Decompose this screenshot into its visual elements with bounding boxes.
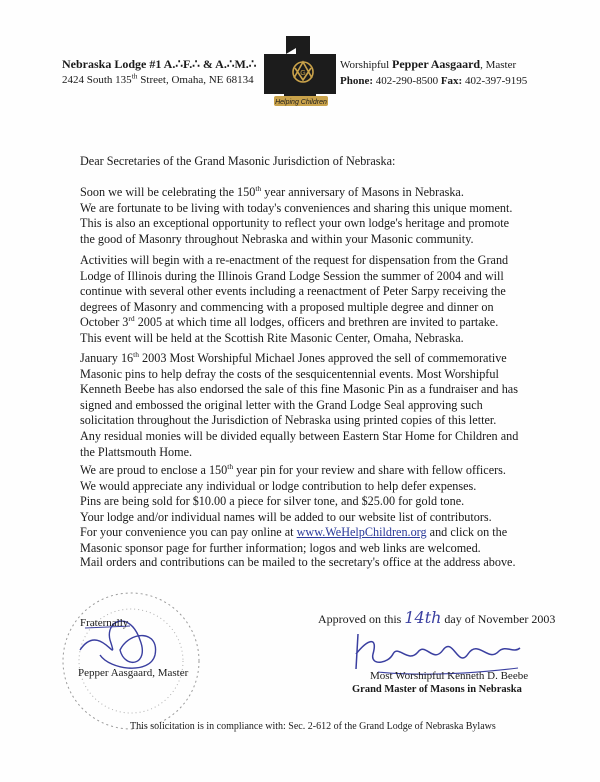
p4-line [80,463,528,479]
lodge-address [62,72,256,88]
p1-sup: th [255,183,262,193]
right-signer-name: Most Worshipful Kenneth D. Beebe [370,670,529,682]
p3-g: the Plattsmouth Home. [80,444,193,459]
fax-label: Fax: [440,75,463,87]
p2-a: Activities will begin with a re-enactment of the request for dispensation from the Grand [80,253,509,267]
p3-a1: January 16 [80,351,134,365]
p4-a1: We are proud to enclose a 150 [80,463,228,477]
master-line [340,56,527,73]
p4-b: We would appreciate any individual or lodge contribution to help defer expenses. [80,478,477,493]
phone-number: 402-290-8500 [373,75,441,87]
address-number: 2424 South 135 [62,74,132,86]
p1-b: year anniversary of Masons in Nebraska. [261,185,464,199]
p3-e: solicitation throughout the Jurisdiction of Nebraska using printed copies of this letter. [80,413,497,428]
p4-a2: year pin for your review and share with fellow officers. [233,463,506,477]
p1-c: We are fortunate to be living with today's conveniences and sharing this unique moment. [80,200,513,215]
p2-d: degrees of Masonry and commencing with a proposed multiple degree and dinner on [80,299,494,314]
phone-label: Phone: [340,75,373,87]
salutation [80,154,528,170]
contact-line [340,73,527,89]
p3-a2: 2003 Most Worshipful Michael Jones approved the sell of commemorative [138,351,507,365]
p2-b: Lodge of Illinois during the Illinois Grand Lodge Session the summer of 2004 and will [80,268,504,283]
p4-f: Masonic sponsor page for further information; logos and web links are welcomed. [80,540,481,555]
master-suffix: , Master [480,59,517,71]
helping-children-logo [258,34,342,110]
p4-d: Your lodge and/or individual names will be added to our website list of contributors. [80,509,492,524]
master-name: Pepper Aasgaard [391,57,481,71]
p2-e1: October 3 [80,315,129,330]
fax-number: 402-397-9195 [462,75,528,87]
p2-sup: rd [128,314,135,324]
p2-f: This event will be held at the Scottish Rite Masonic Center, Omaha, Nebraska. [80,330,464,345]
paragraph-2 [80,253,528,347]
paragraph-1 [80,185,528,247]
right-signer-title: Grand Master of Masons in Nebraska [352,684,522,695]
paragraph-3 [80,351,528,460]
p2-c: continue with several other events including a reenactment of Peter Sarpy receiving the [80,284,506,299]
p1-d: This is also an exceptional opportunity to reflect your own lodge's heritage and promote [80,216,509,231]
salutation-text: Dear Secretaries of the Grand Masonic Jurisdiction of Nebraska: [80,154,396,168]
p1-e: the good of Masonry throughout Nebraska and within your Masonic community. [80,231,474,246]
logo-emblem-text: G [300,70,306,77]
p3-d: signed and embossed the original letter with the Grand Lodge Seal approving such [80,397,483,412]
p2-line [80,315,528,331]
paragraph-5 [80,555,528,571]
p4-link-line [80,525,528,541]
p3-f: Any residual monies will be divided equally between Eastern Star Home for Children and [80,428,519,443]
address-rest: Street, Omaha, NE 68134 [137,74,254,86]
address-sup: th [131,71,138,81]
p3-sup: th [133,349,139,359]
approved-day: 14th [404,608,442,627]
p4-sup: th [227,461,234,471]
lodge-header [62,56,256,88]
closing-fraternally: Fraternally [80,617,129,629]
left-signer-name: Pepper Aasgaard, Master [78,667,189,679]
p1-line [80,185,528,201]
master-prefix: Worshipful [340,59,392,71]
paragraph-4 [80,463,528,557]
master-header [340,56,527,89]
compliance-footer: This solicitation is in compliance with: Sec. 2-612 of the Grand Lodge of Nebraska Bylaws [130,721,496,732]
p2-e2: 2005 at which time all lodges, officers and brethren are invited to partake. [134,315,499,330]
p4-e1: For your convenience you can pay online at [80,525,297,540]
approved-suffix: day of November 2003 [441,612,556,626]
p3-c: Kenneth Beebe has also endorsed the sale of this fine Masonic Pin as a fundraiser and has [80,382,518,397]
p3-b: Masonic pins to help defray the costs of the sesquicentennial events. Most Worshipful [80,366,499,381]
logo-banner-text: Helping Children [275,99,327,106]
lodge-name: Nebraska Lodge #1 A.∴F.∴ & A.∴M.∴ [62,57,257,71]
p3-line [80,351,528,367]
p1-a: Soon we will be celebrating the 150 [80,185,256,199]
p4-e2: and click on the [426,525,508,540]
website-link[interactable]: www.WeHelpChildren.org [296,525,427,540]
approved-prefix: Approved on this [318,612,405,626]
p5-text: Mail orders and contributions can be mailed to the secretary's office at the address above. [80,555,516,569]
p4-c: Pins are being sold for $10.00 a piece for silver tone, and $25.00 for gold tone. [80,494,465,509]
